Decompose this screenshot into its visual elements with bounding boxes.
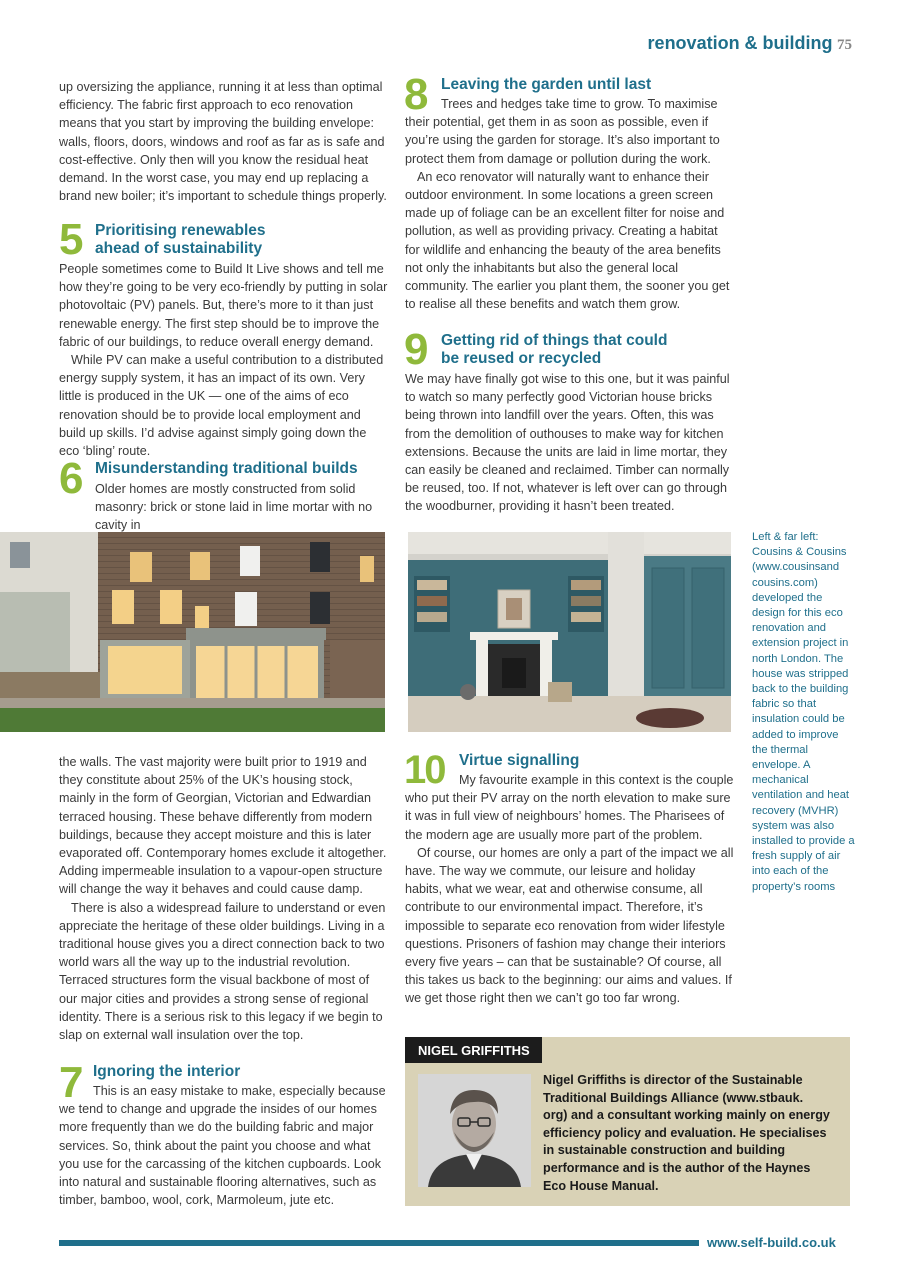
section-number-6: 6 — [59, 454, 84, 503]
section-8-body — [405, 95, 732, 313]
author-bio-text: Nigel Griffiths is director of the Sustainable Traditional Buildings Alliance (www.stbauk. org) and a consultant working mainly on energy efficiency policy and evaluation. He specialises in sustainable construction and building performance and is the author of the Haynes Eco House Manual. — [543, 1073, 830, 1193]
title-line: Prioritising renewables — [95, 222, 266, 239]
section-number-5: 5 — [59, 215, 84, 264]
section-6-body-a — [95, 480, 391, 535]
paragraph: Older homes are mostly constructed from solid masonry: brick or stone laid in lime mortar with no cavity in — [95, 482, 373, 533]
section-7-body — [59, 1082, 390, 1209]
paragraph: My favourite example in this context is the couple who put their PV array on the north elevation to make sure it was in full view of neighbours’ homes. The Pharisees of the modern age are usually more part of the problem. — [405, 773, 734, 842]
author-name-label: NIGEL GRIFFITHS — [405, 1037, 542, 1063]
paragraph: We may have finally got wise to this one, but it was painful to watch so many perfectly good Victorian house bricks being thrown into landfill over the years. Often, this was from the demolition of outhouses to make way for kitchen extensions. Because the units are laid in lime mortar, they can easily be cleaned and reclaimed. Timber can normally be reused, too. If not, whatever is left over can go through the woodburner, providing it hasn’t been treated. — [405, 372, 730, 514]
section-number-9: 9 — [404, 325, 429, 374]
author-portrait — [418, 1074, 531, 1187]
title-line: be reused or recycled — [441, 350, 602, 367]
page-number: 75 — [837, 37, 852, 53]
paragraph: the walls. The vast majority were built prior to 1919 and they constitute about 25% of the UK’s housing stock, mainly in the form of Georgian, Victorian and Edwardian terraced housing. These behave differently from modern buildings, because they accept moisture and this is later evaporated off. Contemporary homes exclude it altogether. Adding impermeable insulation to a vapour-open structure will change the way it behaves and could cause damp. — [59, 755, 387, 897]
section-title: renovation & building — [647, 33, 833, 53]
col1-intro — [59, 78, 390, 205]
house-exterior-photo — [0, 532, 385, 732]
photo-caption: Left & far left: Cousins & Cousins (www.cousinsand cousins.com) developed the design for this eco renovation and extension project in north London. The house was stripped back to the building fabric so that insulation could be added to improve the thermal envelope. A mechanical ventilation and heat recovery (MVHR) system was also installed to provide a fresh supply of air into each of the property’s rooms — [752, 531, 855, 893]
section-8-title: Leaving the garden until last — [441, 76, 652, 93]
section-9-title — [441, 332, 667, 368]
section-6-title: Misunderstanding traditional builds — [95, 460, 358, 477]
living-room-illustration — [408, 532, 731, 732]
footer-rule — [59, 1240, 699, 1246]
house-exterior-illustration — [0, 532, 385, 732]
author-avatar — [418, 1074, 531, 1187]
paragraph: An eco renovator will naturally want to enhance their outdoor environment. In some locations a green screen made up of foliage can be an excellent filter for noise and pollution, as well as providing privacy. Creating a habitat for wildlife and enhancing the beauty of the area benefits not only the inhabitants but also the general local community. The earlier you plant them, the sooner you get to realise all these benefits and watch them grow. — [405, 169, 730, 312]
section-number-7: 7 — [59, 1058, 84, 1107]
footer-url[interactable]: www.self-build.co.uk — [707, 1235, 836, 1250]
author-bio-box — [405, 1037, 850, 1206]
paragraph: Of course, our homes are only a part of the impact we all have. The way we commute, our leisure and holiday habits, what we wear, eat and otherwise consume, all contribute to our environmental impact. Therefore, it’s impossible to separate eco renovation from wider lifestyle questions. Prisoners of fashion may change their interiors every five years – can that be sustainable? Of course, all this takes us back to the beginning: our aims and values. If we get those right then we can’t go too far wrong. — [405, 845, 734, 1006]
paragraph: up oversizing the appliance, running it at less than optimal efficiency. The fabric first approach to eco renovation means that you start by improving the building envelope: walls, floors, doors, windows and roof as far as is safe and cost-effective. Only then will you know the residual heat demand. In the worst case, you may end up replacing a brand new boiler; it’s important to schedule things properly. — [59, 80, 387, 204]
section-9-body — [405, 370, 732, 516]
section-5-body — [59, 260, 390, 460]
living-room-photo — [408, 532, 731, 732]
section-10-body — [405, 771, 734, 1008]
section-5-title — [95, 222, 266, 258]
paragraph: This is an easy mistake to make, especially because we tend to change and upgrade the insides of our homes more frequently than we do the building fabric and major services. So, think about the paint you choose and what you use for the carcassing of the kitchen cupboards. Look into natural and sustainable flooring alternatives, such as timber, bamboo, wool, cork, Marmoleum, jute etc. — [59, 1084, 386, 1208]
section-6-body-b — [59, 753, 390, 1044]
section-number-10: 10 — [404, 748, 445, 792]
section-number-8: 8 — [404, 70, 429, 119]
paragraph: Trees and hedges take time to grow. To maximise their potential, get them in as soon as possible, even if you’re using the garden for storage. It’s also important to protect them from damage or pollution during the work. — [405, 97, 720, 166]
title-line: Getting rid of things that could — [441, 332, 668, 349]
paragraph: While PV can make a useful contribution to a distributed energy supply system, it has an impact of its own. Very little is produced in the UK — one of the aims of eco renovation should be to provide local employment and build up skills. I’d advise against simply going down the eco ‘bling’ route. — [59, 353, 384, 459]
section-7-title: Ignoring the interior — [93, 1063, 241, 1080]
paragraph: People sometimes come to Build It Live shows and tell me how they’re going to be very eco-friendly by putting in solar photovoltaic (PV) panels. But, there’s more to it than just renewable energy. The first step should be to improve the fabric of our buildings, to reduce overall energy demand. — [59, 262, 388, 349]
page-header — [648, 33, 852, 54]
section-10-title: Virtue signalling — [459, 752, 580, 769]
paragraph: There is also a widespread failure to understand or even appreciate the heritage of these older buildings. Living in a traditional house gives you a direct connection back to two world wars all the way up to the industrial revolution. Terraced structures form the visual backbone of most of our major cities and provides a strong sense of regional identity. There is a serious risk to this legacy if we begin to slap on external wall insulation over the top. — [59, 900, 386, 1043]
title-line: ahead of sustainability — [95, 240, 263, 257]
